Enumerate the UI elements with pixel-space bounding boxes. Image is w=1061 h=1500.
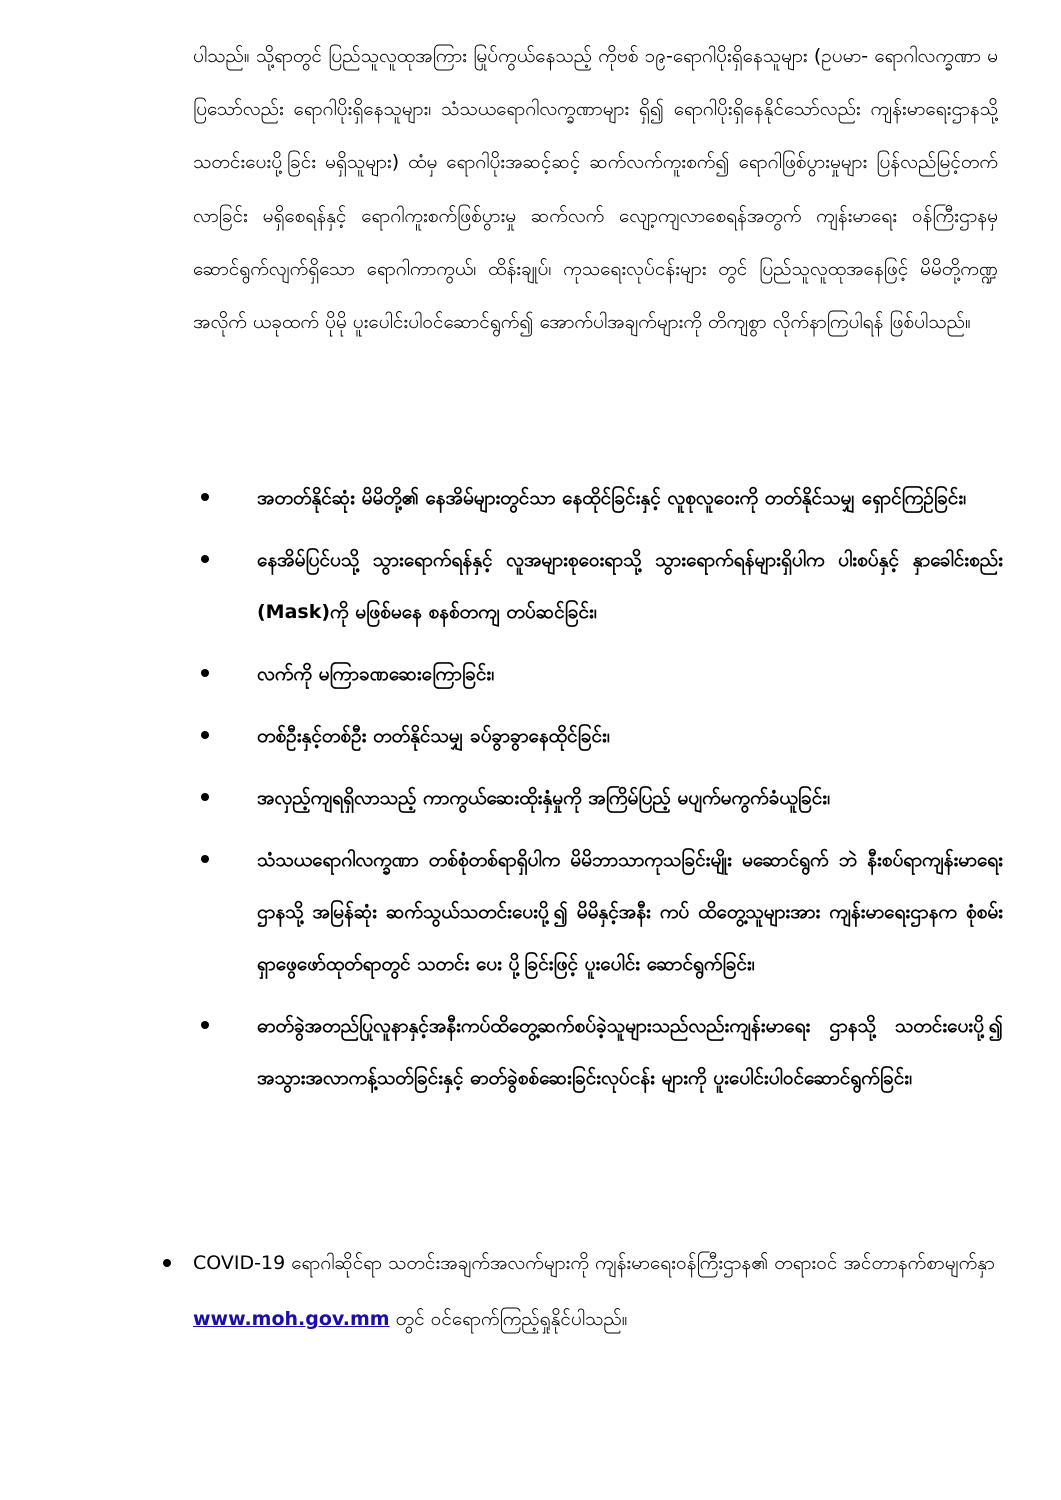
guideline-item	[193, 834, 1003, 990]
bullet-icon	[201, 793, 209, 801]
guideline-text: နေအိမ်ပြင်ပသို့ သွားရောက်ရန်နှင့် လူအများစုဝေးရာသို့ သွားရောက်ရန်များရှိပါက ပါးစပ်နှင့် နှာခေါင်းစည်း (Mask)ကို မဖြစ်မနေ စနစ်တကျ တပ်ဆင်ခြင်း၊	[257, 549, 1003, 623]
bullet-icon	[201, 731, 209, 739]
covid-note-text-end: တွင် ဝင်ရောက်ကြည့်ရှုနိုင်ပါသည်။	[389, 1308, 628, 1330]
guideline-text: သံသယရောဂါလက္ခဏာ တစ်စုံတစ်ရာရှိပါက မိမိဘာသာကုသခြင်းမျိုး မဆောင်ရွက် ဘဲ နီးစပ်ရာကျန်းမာရေးဌာနသို့ အမြန်ဆုံး ဆက်သွယ်သတင်းပေးပို့၍ မိမိနှင့်အနီး ကပ် ထိတွေ့သူများအား ကျန်းမာရေးဌာနက စုံစမ်းရှာဖွေဖော်ထုတ်ရာတွင် သတင်း ပေး ပို့ခြင်းဖြင့် ပူးပေါင်း ဆောင်ရွက်ခြင်း၊	[257, 849, 1003, 975]
bullet-icon	[201, 493, 209, 501]
bullet-icon	[201, 855, 209, 863]
guideline-item	[193, 772, 1003, 824]
guideline-text: ဓာတ်ခွဲအတည်ပြုလူနာနှင့်အနီးကပ်ထိတွေ့ဆက်စပ်ခဲ့သူများသည်လည်းကျန်းမာရေး ဌာနသို့ သတင်းပေးပို့၍ အသွားအလာကန့်သတ်ခြင်းနှင့် ဓာတ်ခွဲစစ်ဆေးခြင်းလုပ်ငန်း များကို ပူးပေါင်းပါဝင်ဆောင်ရွက်ခြင်း၊	[257, 1015, 1003, 1089]
covid-note-text: COVID-19 ရောဂါဆိုင်ရာ သတင်းအချက်အလက်များကို ကျန်းမာရေးဝန်ကြီးဌာန၏ တရားဝင် အင်တာနက်စာမျက်နှာ	[193, 1252, 995, 1274]
guideline-item	[193, 710, 1003, 762]
guidelines-list	[193, 472, 1003, 1114]
guideline-item	[193, 534, 1003, 638]
moh-website-link[interactable]: www.moh.gov.mm	[193, 1308, 390, 1330]
intro-paragraph: ပါသည်။ သို့ရာတွင် ပြည်သူလူထုအကြား မြုပ်ကွယ်နေသည့် ကိုဗစ် ၁၉-ရောဂါပိုးရှိနေသူများ (ဥပမာ- ရောဂါလက္ခဏာ မပြသော်လည်း ရောဂါပိုးရှိနေသူများ၊ သံသယရောဂါလက္ခဏာများ ရှိ၍ ရောဂါပိုးရှိနေနိုင်သော်လည်း ကျန်းမာရေးဌာနသို့ သတင်းပေးပို့ခြင်း မရှိသူများ) ထံမှ ရောဂါပိုးအဆင့်ဆင့် ဆက်လက်ကူးစက်၍ ရောဂါဖြစ်ပွားမှုများ ပြန်လည်မြင့်တက်လာခြင်း မရှိစေရန်နှင့် ရောဂါကူးစက်ဖြစ်ပွားမှု ဆက်လက် လျော့ကျလာစေရန်အတွက် ကျန်းမာရေး ဝန်ကြီးဌာနမှ ဆောင်ရွက်လျက်ရှိသော ရောဂါကာကွယ်၊ ထိန်းချုပ်၊ ကုသရေးလုပ်ငန်းများ တွင် ပြည်သူလူထုအနေဖြင့် မိမိတို့ကဏ္ဍအလိုက် ယခုထက် ပိုမို ပူးပေါင်းပါဝင်ဆောင်ရွက်၍ အောက်ပါအချက်များကို တိကျစွာ လိုက်နာကြပါရန် ဖြစ်ပါသည်။	[193, 45, 998, 334]
bullet-icon	[201, 1021, 209, 1029]
guideline-item	[193, 472, 1003, 524]
guideline-text: အလှည့်ကျရရှိလာသည့် ကာကွယ်ဆေးထိုးနှံမှုကို အကြိမ်ပြည့် မပျက်မကွက်ခံယူခြင်း၊	[257, 787, 831, 809]
guideline-item	[193, 1000, 1003, 1104]
guideline-text: အတတ်နိုင်ဆုံး မိမိတို့၏ နေအိမ်များတွင်သာ နေထိုင်ခြင်းနှင့် လူစုလူဝေးကို တတ်နိုင်သမျှ ရှောင်ကြဉ်ခြင်း၊	[257, 487, 967, 509]
guideline-item	[193, 648, 1003, 700]
bullet-icon	[201, 555, 209, 563]
guideline-text: တစ်ဦးနှင့်တစ်ဦး တတ်နိုင်သမျှ ခပ်ခွာခွာနေထိုင်ခြင်း၊	[257, 725, 610, 747]
bullet-icon	[201, 669, 209, 677]
guideline-text: လက်ကို မကြာခဏဆေးကြောခြင်း၊	[257, 663, 495, 685]
covid-info-note	[193, 1235, 998, 1347]
bullet-icon	[163, 1259, 171, 1267]
